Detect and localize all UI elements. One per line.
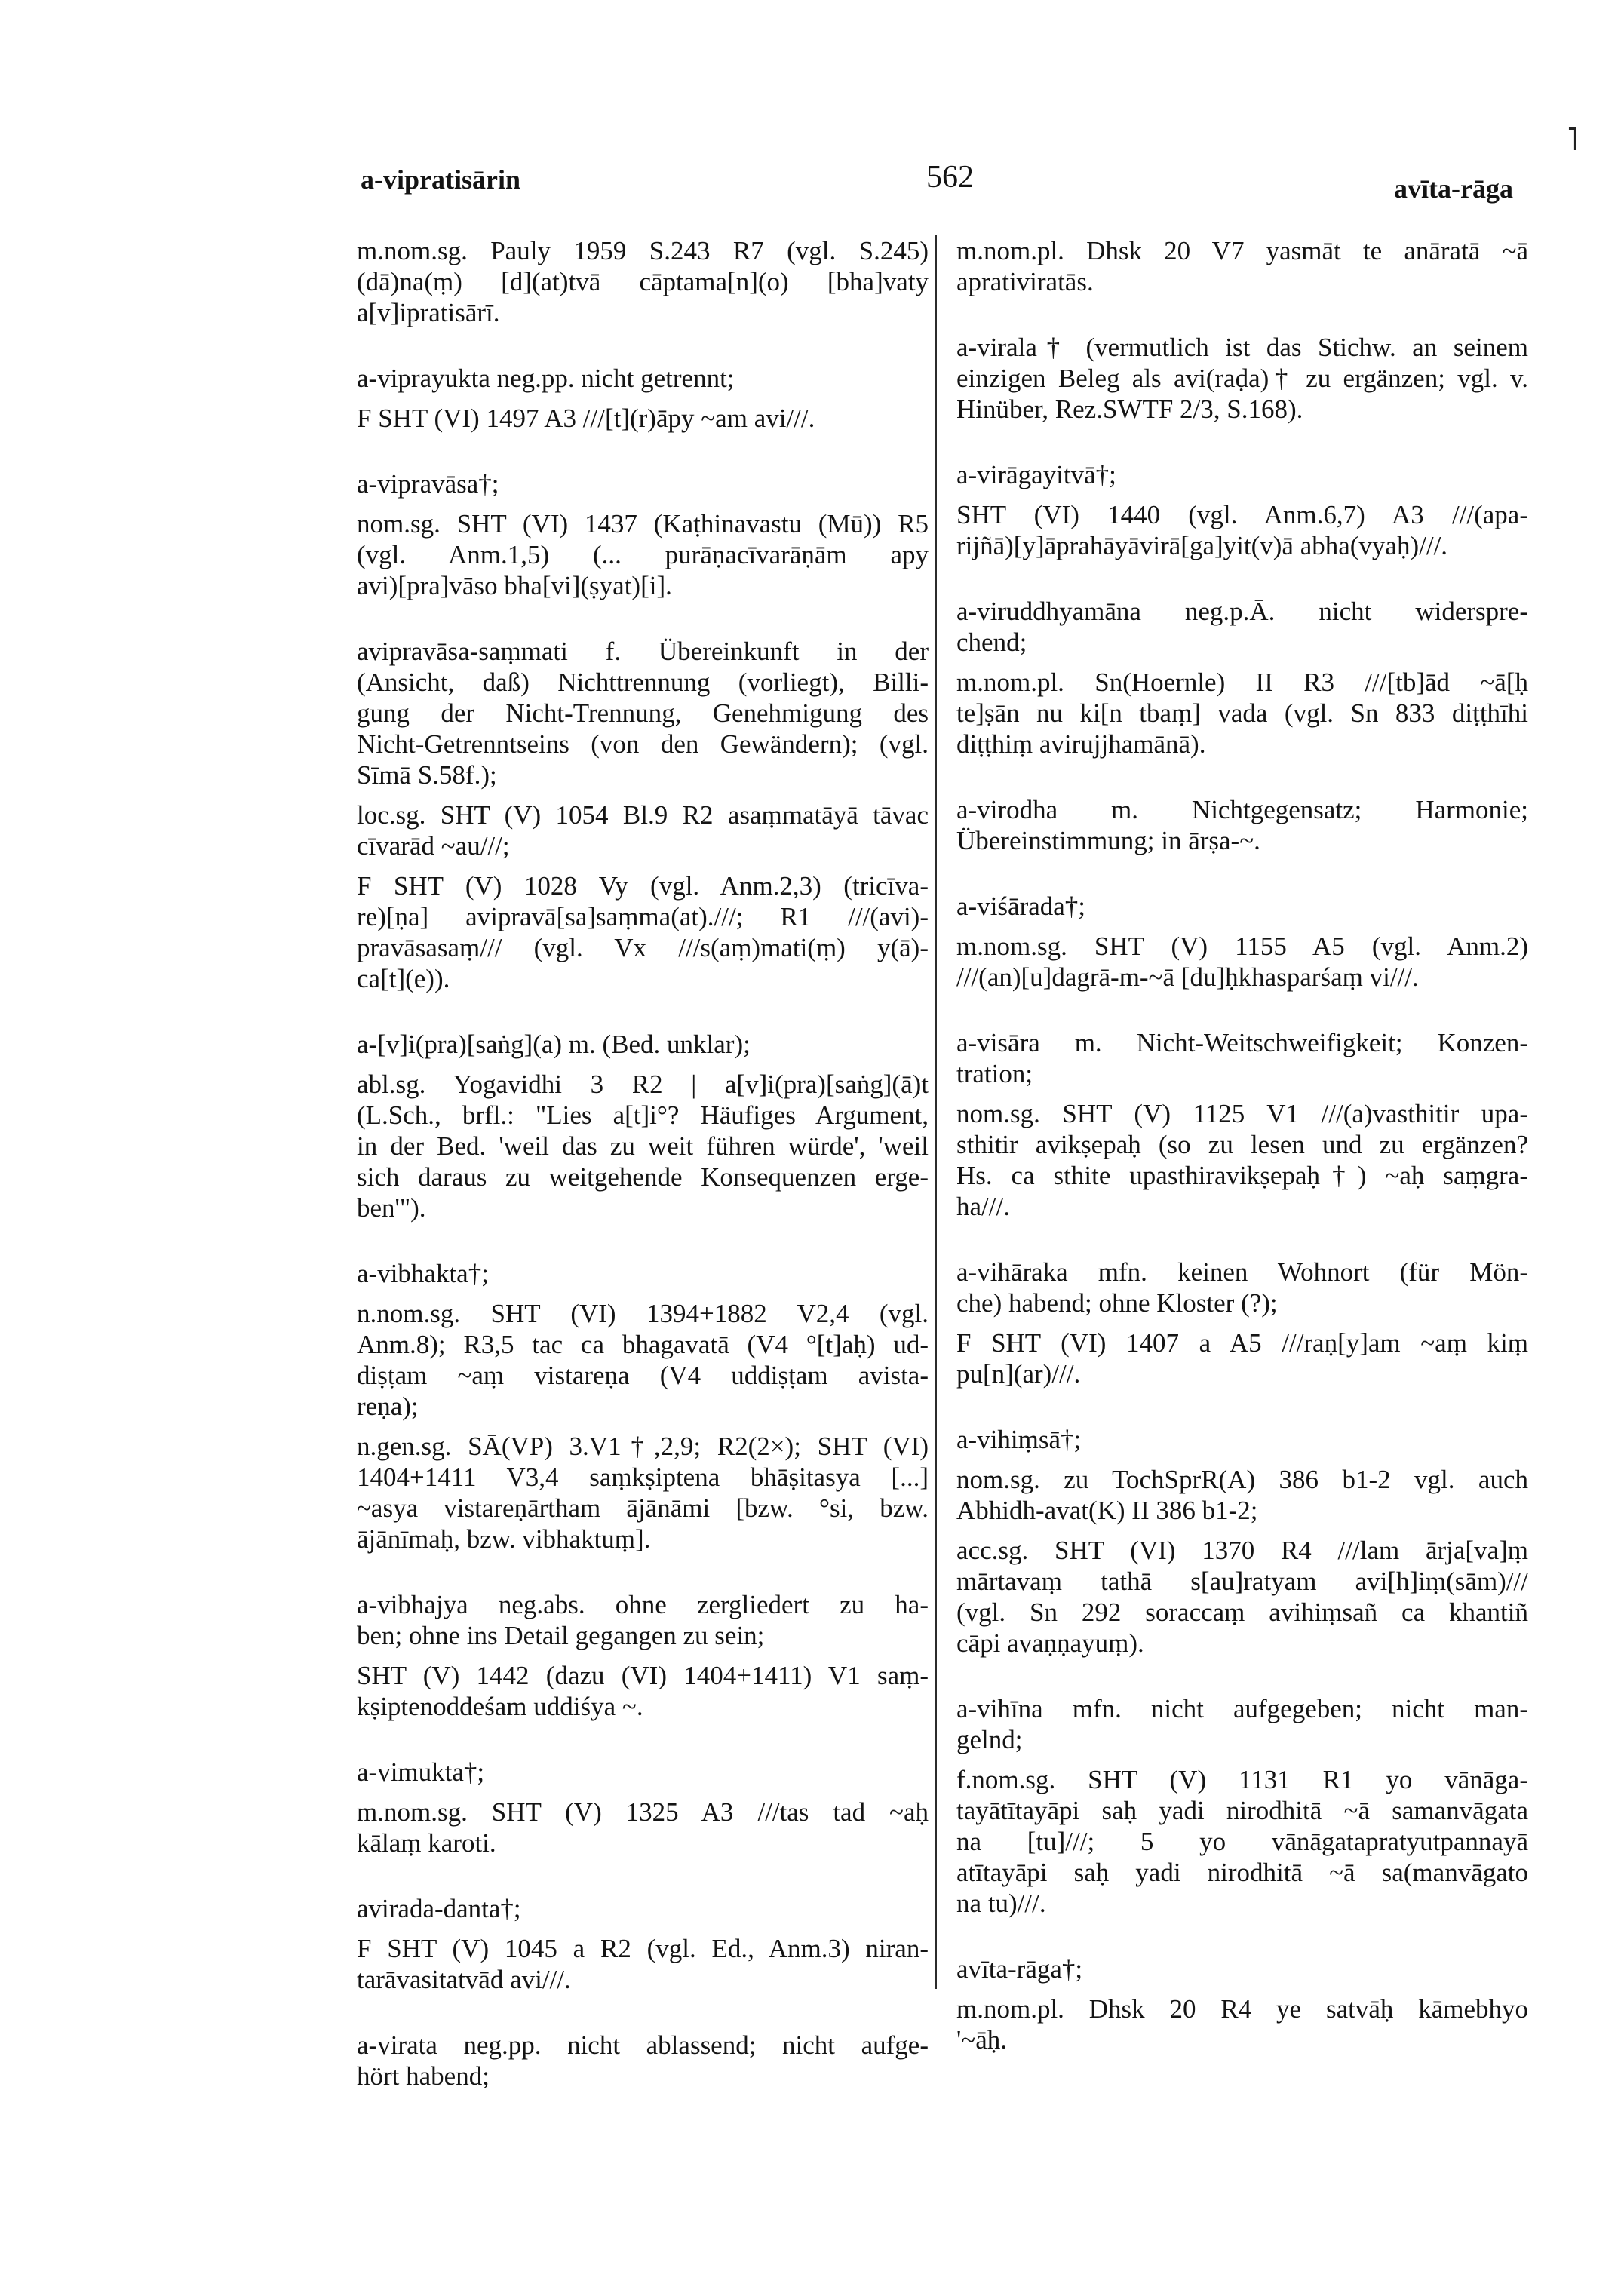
- entry-heading-paragraph: [357, 235, 929, 328]
- text-line: F SHT (V) 1028 Vy (vgl. Anm.2,3) (tricīva-: [357, 871, 929, 901]
- entry-heading-paragraph: [357, 1258, 929, 1289]
- text-line: gung der Nicht-Trennung, Genehmigung des: [357, 698, 929, 728]
- text-line: sthitir avikṣepaḥ (so zu lesen und zu ergänzen?: [956, 1130, 1528, 1159]
- dictionary-entry: [956, 332, 1528, 425]
- text-line: a-viśārada†;: [956, 892, 1086, 921]
- text-line: m.nom.sg. Pauly 1959 S.243 R7 (vgl. S.245): [357, 236, 929, 265]
- citation-paragraph: [956, 1535, 1528, 1659]
- text-line: ājānīmaḥ, bzw. vibhaktuṃ].: [357, 1524, 651, 1554]
- text-line: a-vipravāsa†;: [357, 469, 499, 499]
- dictionary-entry: [956, 596, 1528, 760]
- corner-mark: ˥: [1566, 123, 1579, 158]
- text-line: ben'").: [357, 1193, 426, 1223]
- citation-paragraph: [357, 1431, 929, 1554]
- dictionary-entry: [357, 1757, 929, 1858]
- citation-paragraph: [956, 1993, 1528, 2055]
- citation-paragraph: [357, 1298, 929, 1422]
- text-line: (dā)na(ṃ) [d](at)tvā cāptama[n](o) [bha]vaty: [357, 267, 929, 296]
- text-line: nom.sg. SHT (V) 1125 V1 ///(a)vasthitir upa-: [956, 1099, 1528, 1128]
- text-line: in der Bed. 'weil das zu weit führen würde', 'weil: [357, 1131, 929, 1161]
- citation-paragraph: [956, 1464, 1528, 1526]
- text-line: f.nom.sg. SHT (V) 1131 R1 yo vānāga-: [956, 1765, 1528, 1794]
- text-line: avi)[pra]vāso bha[vi](ṣyat)[i].: [357, 571, 672, 600]
- text-line: Abhidh-avat(K) II 386 b1-2;: [956, 1496, 1258, 1525]
- text-line: m.nom.pl. Dhsk 20 V7 yasmāt te anāratā ~ā: [956, 236, 1528, 265]
- citation-paragraph: [357, 799, 929, 861]
- entry-heading-paragraph: [956, 235, 1528, 297]
- entry-heading-paragraph: [357, 2030, 929, 2091]
- text-line: ~asya vistareṇārtham ājānāmi [bzw. °si, bzw.: [357, 1493, 929, 1523]
- text-line: a[v]ipratisārī.: [357, 298, 500, 327]
- text-line: rijñā)[y]āprahāyāvirā[ga]yit(v)ā abha(vyaḥ)///.: [956, 531, 1448, 560]
- text-line: a-viruddhyamāna neg.p.Ā. nicht widerspre-: [956, 597, 1528, 626]
- page-number: 562: [926, 160, 974, 195]
- text-line: a-vihāraka mfn. keinen Wohnort (für Mön-: [956, 1257, 1528, 1287]
- entry-heading-paragraph: [357, 1589, 929, 1651]
- dictionary-entry: [357, 2030, 929, 2091]
- citation-paragraph: [357, 508, 929, 601]
- text-line: ca[t](e)).: [357, 964, 450, 993]
- dictionary-entry: [956, 459, 1528, 561]
- right-column: [956, 235, 1528, 2090]
- text-line: (vgl. Sn 292 soraccaṃ avihiṃsañ ca khantiñ: [956, 1597, 1528, 1627]
- text-line: n.gen.sg. SĀ(VP) 3.V1†,2,9; R2(2×); SHT (VI): [357, 1432, 929, 1461]
- dictionary-entry: [357, 468, 929, 601]
- citation-paragraph: [357, 1933, 929, 1995]
- dictionary-entry: [956, 794, 1528, 856]
- text-line: SHT (VI) 1440 (vgl. Anm.6,7) A3 ///(apa-: [956, 500, 1528, 529]
- citation-paragraph: [956, 1098, 1528, 1222]
- text-line: avipravāsa-saṃmati f. Übereinkunft in der: [357, 637, 929, 666]
- text-line: ///(an)[u]dagrā-m-~ā [du]ḥkhasparśaṃ vi///.: [956, 962, 1419, 992]
- entry-heading-paragraph: [357, 1893, 929, 1924]
- text-line: m.nom.sg. SHT (V) 1325 A3 ///tas tad ~aḥ: [357, 1797, 929, 1827]
- citation-paragraph: [357, 1069, 929, 1223]
- running-head-right: avīta-rāga: [1394, 173, 1513, 204]
- entry-heading-paragraph: [357, 363, 929, 394]
- entry-heading-paragraph: [956, 332, 1528, 425]
- citation-paragraph: [357, 1660, 929, 1722]
- text-line: chend;: [956, 628, 1027, 657]
- text-line: na [tu]///; 5 yo vānāgatapratyutpannayā: [956, 1827, 1528, 1856]
- text-line: re)[ṇa] avipravā[sa]saṃma(at).///; R1 ///(avi)-: [357, 902, 929, 931]
- text-line: a-virala† (vermutlich ist das Stichw. an seinem: [956, 333, 1528, 362]
- text-line: aprativiratās.: [956, 267, 1094, 296]
- text-line: Übereinstimmung; in ārṣa-~.: [956, 826, 1260, 855]
- entry-heading-paragraph: [956, 596, 1528, 658]
- text-line: gelnd;: [956, 1725, 1023, 1754]
- text-line: loc.sg. SHT (V) 1054 Bl.9 R2 asaṃmatāyā tāvac: [357, 800, 929, 830]
- text-line: diṣṭam ~aṃ vistareṇa (V4 uddiṣṭam avista-: [357, 1361, 929, 1390]
- text-line: atītayāpi saḥ yadi nirodhitā ~ā sa(manvāgato: [956, 1858, 1528, 1887]
- text-line: hört habend;: [357, 2061, 490, 2091]
- dictionary-entry: [357, 1258, 929, 1554]
- text-line: Anm.8); R3,5 tac ca bhagavatā (V4 °[t]aḥ) ud-: [357, 1330, 929, 1359]
- citation-paragraph: [956, 1327, 1528, 1389]
- text-line: reṇa);: [357, 1392, 419, 1421]
- text-line: a-vihiṃsā†;: [956, 1425, 1082, 1454]
- text-line: a-viprayukta neg.pp. nicht getrennt;: [357, 364, 735, 393]
- text-line: ha///.: [956, 1192, 1010, 1221]
- text-line: a-vibhajya neg.abs. ohne zergliedert zu ha-: [357, 1590, 929, 1619]
- text-line: tarāvasitatvād avi///.: [357, 1965, 571, 1994]
- entry-heading-paragraph: [956, 1424, 1528, 1455]
- entry-heading-paragraph: [357, 1757, 929, 1788]
- entry-heading-paragraph: [956, 891, 1528, 922]
- text-line: pu[n](ar)///.: [956, 1359, 1081, 1389]
- text-line: Sīmā S.58f.);: [357, 760, 497, 790]
- text-line: F SHT (VI) 1497 A3 ///[t](r)āpy ~am avi///.: [357, 404, 815, 433]
- text-line: a-vimukta†;: [357, 1757, 485, 1787]
- entry-heading-paragraph: [956, 1693, 1528, 1755]
- text-line: tayātītayāpi saḥ yadi nirodhitā ~ā samanvāgata: [956, 1796, 1528, 1825]
- text-line: Hinüber, Rez.SWTF 2/3, S.168).: [956, 394, 1303, 424]
- citation-paragraph: [956, 931, 1528, 993]
- entry-heading-paragraph: [956, 1027, 1528, 1089]
- text-line: (L.Sch., brfl.: "Lies a[t]i°? Häufiges Argument,: [357, 1100, 929, 1130]
- citation-paragraph: [956, 1764, 1528, 1919]
- dictionary-entry: [956, 1953, 1528, 2055]
- dictionary-entry: [956, 1693, 1528, 1919]
- text-line: a-virodha m. Nichtgegensatz; Harmonie;: [956, 795, 1528, 824]
- dictionary-entry: [357, 1029, 929, 1223]
- text-line: abl.sg. Yogavidhi 3 R2 | a[v]i(pra)[saṅg](ā)t: [357, 1070, 929, 1099]
- text-line: (vgl. Anm.1,5) (... purāṇacīvarāṇām apy: [357, 540, 929, 569]
- left-column: [357, 235, 929, 2126]
- text-line: einzigen Beleg als avi(raḍa)† zu ergänzen; vgl. v.: [956, 364, 1528, 393]
- text-line: diṭṭhiṃ avirujjhamānā).: [956, 729, 1206, 759]
- text-line: kṣiptenoddeśam uddiśya ~.: [357, 1692, 643, 1721]
- text-line: acc.sg. SHT (VI) 1370 R4 ///lam ārja[va]ṃ: [956, 1536, 1528, 1565]
- text-line: avirada-danta†;: [357, 1894, 521, 1923]
- text-line: sich daraus zu weitgehende Konsequenzen erge-: [357, 1162, 929, 1192]
- text-line: te]ṣān nu ki[n tbaṃ] vada (vgl. Sn 833 diṭṭhīhi: [956, 698, 1528, 728]
- text-line: a-visāra m. Nicht-Weitschweifigkeit; Konzen-: [956, 1028, 1528, 1057]
- text-line: F SHT (VI) 1407 a A5 ///raṇ[y]am ~aṃ kiṃ: [956, 1328, 1528, 1358]
- citation-paragraph: [956, 499, 1528, 561]
- citation-paragraph: [956, 667, 1528, 760]
- text-line: 1404+1411 V3,4 saṃkṣiptena bhāṣitasya [...]: [357, 1462, 929, 1492]
- text-line: a-virata neg.pp. nicht ablassend; nicht aufge-: [357, 2030, 929, 2060]
- text-line: Hs. ca sthite upasthiravikṣepaḥ†) ~aḥ saṃgra-: [956, 1161, 1528, 1190]
- dictionary-entry: [357, 1589, 929, 1722]
- citation-paragraph: [357, 1797, 929, 1858]
- text-line: avīta-rāga†;: [956, 1954, 1083, 1984]
- dictionary-entry: [357, 636, 929, 994]
- dictionary-entry: [357, 363, 929, 434]
- text-line: a-vibhakta†;: [357, 1259, 489, 1288]
- text-line: tration;: [956, 1059, 1033, 1088]
- text-line: ben; ohne ins Detail gegangen zu sein;: [357, 1621, 765, 1650]
- entry-heading-paragraph: [956, 1953, 1528, 1984]
- text-line: a-vihīna mfn. nicht aufgegeben; nicht man-: [956, 1694, 1528, 1723]
- entry-heading-paragraph: [357, 468, 929, 499]
- dictionary-entry: [357, 235, 929, 328]
- text-line: a-virāgayitvā†;: [956, 460, 1116, 489]
- text-line: che) habend; ohne Kloster (?);: [956, 1288, 1278, 1318]
- citation-paragraph: [357, 403, 929, 434]
- entry-heading-paragraph: [357, 1029, 929, 1060]
- text-line: nom.sg. SHT (VI) 1437 (Kaṭhinavastu (Mū)) R5: [357, 509, 929, 539]
- entry-heading-paragraph: [956, 459, 1528, 490]
- text-line: pravāsasaṃ/// (vgl. Vx ///s(aṃ)mati(ṃ) y(ā)-: [357, 933, 929, 962]
- text-line: kālaṃ karoti.: [357, 1828, 496, 1858]
- dictionary-entry: [956, 1027, 1528, 1222]
- text-line: F SHT (V) 1045 a R2 (vgl. Ed., Anm.3) niran-: [357, 1934, 929, 1963]
- text-line: cāpi avaṇṇayuṃ).: [956, 1628, 1144, 1658]
- entry-heading-paragraph: [956, 1257, 1528, 1318]
- dictionary-entry: [956, 891, 1528, 993]
- citation-paragraph: [357, 870, 929, 994]
- dictionary-entry: [357, 1893, 929, 1995]
- text-line: m.nom.pl. Sn(Hoernle) II R3 ///[tb]ād ~ā[ḥ: [956, 667, 1528, 697]
- dictionary-entry: [956, 235, 1528, 297]
- column-divider: [935, 235, 937, 1989]
- text-line: m.nom.sg. SHT (V) 1155 A5 (vgl. Anm.2): [956, 931, 1528, 961]
- text-line: '~āḥ.: [956, 2025, 1008, 2055]
- text-line: SHT (V) 1442 (dazu (VI) 1404+1411) V1 saṃ-: [357, 1661, 929, 1690]
- running-head-left: a-vipratisārin: [361, 164, 520, 195]
- entry-heading-paragraph: [357, 636, 929, 790]
- text-line: Nicht-Getrenntseins (von den Gewändern); (vgl.: [357, 729, 929, 759]
- text-line: a-[v]i(pra)[saṅg](a) m. (Bed. unklar);: [357, 1030, 751, 1059]
- entry-heading-paragraph: [956, 794, 1528, 856]
- text-line: m.nom.pl. Dhsk 20 R4 ye satvāḥ kāmebhyo: [956, 1994, 1528, 2024]
- text-line: na tu)///.: [956, 1889, 1046, 1918]
- text-line: nom.sg. zu TochSprR(A) 386 b1-2 vgl. auch: [956, 1465, 1528, 1494]
- text-line: (Ansicht, daß) Nichttrennung (vorliegt), Billi-: [357, 667, 929, 697]
- text-line: cīvarād ~au///;: [357, 831, 510, 861]
- text-line: n.nom.sg. SHT (VI) 1394+1882 V2,4 (vgl.: [357, 1299, 929, 1328]
- text-line: mārtavaṃ tathā s[au]ratyam avi[h]iṃ(sām)///: [956, 1567, 1528, 1596]
- dictionary-entry: [956, 1424, 1528, 1659]
- dictionary-entry: [956, 1257, 1528, 1389]
